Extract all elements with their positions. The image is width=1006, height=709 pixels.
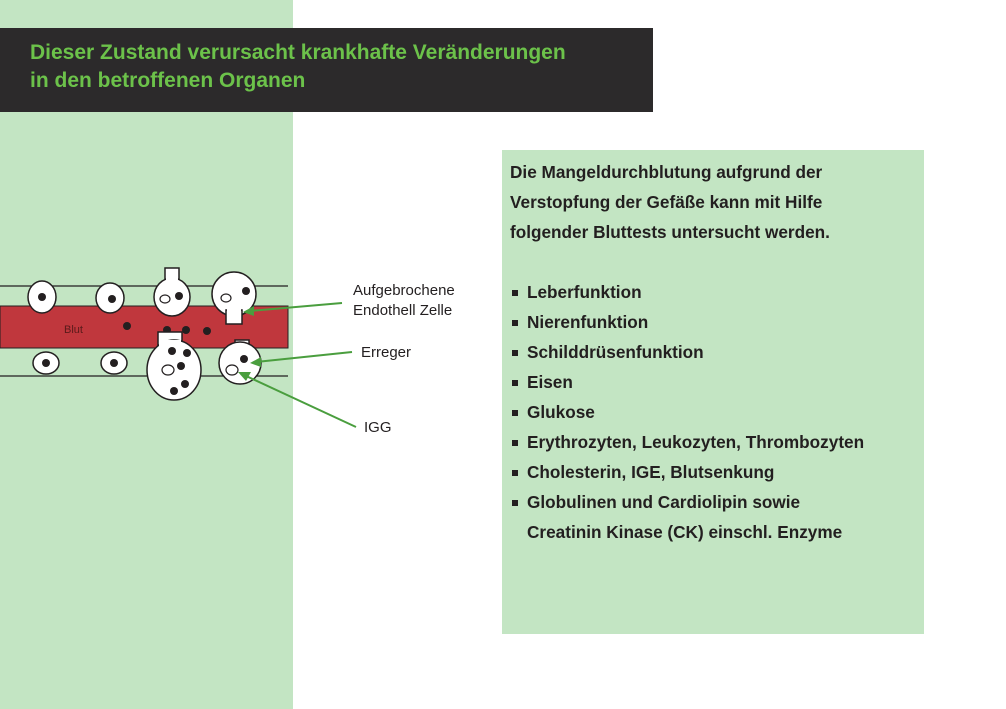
- label-broken-cell-line-1: Aufgebrochene: [353, 282, 455, 299]
- pathogen-dot: [123, 322, 131, 330]
- bullet-icon: [512, 440, 518, 446]
- arrow-igg: [238, 372, 356, 427]
- header-title-line-2: in den betroffenen Organen: [30, 69, 306, 92]
- bullet-icon: [512, 380, 518, 386]
- intro-line-1: Die Mangeldurchblutung aufgrund der: [510, 162, 823, 182]
- blood-vessel-diagram: [0, 260, 500, 450]
- label-pathogen: Erreger: [361, 344, 412, 361]
- list-item: Eisen: [510, 367, 924, 397]
- endothelial-cell: [33, 352, 59, 374]
- blood-label: Blut: [64, 324, 83, 336]
- header-banner: [0, 28, 653, 112]
- list-item: Erythrozyten, Leukozyten, Thrombozyten: [510, 427, 924, 457]
- pathogen-dot: [182, 326, 190, 334]
- label-broken-cell-line-2: Endothell Zelle: [353, 302, 453, 319]
- pathogen-dot: [203, 327, 211, 335]
- bullet-icon: [512, 320, 518, 326]
- bullet-icon: [512, 470, 518, 476]
- bullet-icon: [512, 350, 518, 356]
- bullet-icon: [512, 500, 518, 506]
- header-title-line-1: Dieser Zustand verursacht krankhafte Veränderungen: [30, 41, 566, 64]
- list-item: Leberfunktion: [510, 277, 924, 307]
- list-item: Glukose: [510, 397, 924, 427]
- endothelial-cell: [101, 352, 127, 374]
- intro-line-2: Verstopfung der Gefäße kann mit Hilfe: [510, 192, 823, 212]
- list-item: Nierenfunktion: [510, 307, 924, 337]
- bullet-icon: [512, 410, 518, 416]
- endothelial-cell-infected: [154, 268, 190, 316]
- arrow-pathogen: [250, 352, 352, 367]
- intro-line-3: folgender Bluttests untersucht werden.: [510, 222, 830, 242]
- blood-tests-list: [510, 277, 924, 547]
- list-item: Globulinen und Cardiolipin sowie Creatinin Kinase (CK) einschl. Enzyme: [510, 487, 924, 547]
- blood-tests-info-box: [502, 150, 924, 634]
- endothelial-cell: [96, 283, 124, 313]
- label-igg: IGG: [364, 419, 392, 436]
- endothelial-cell: [28, 281, 56, 313]
- list-item: Schilddrüsenfunktion: [510, 337, 924, 367]
- list-item: Cholesterin, IGE, Blutsenkung: [510, 457, 924, 487]
- bullet-icon: [512, 290, 518, 296]
